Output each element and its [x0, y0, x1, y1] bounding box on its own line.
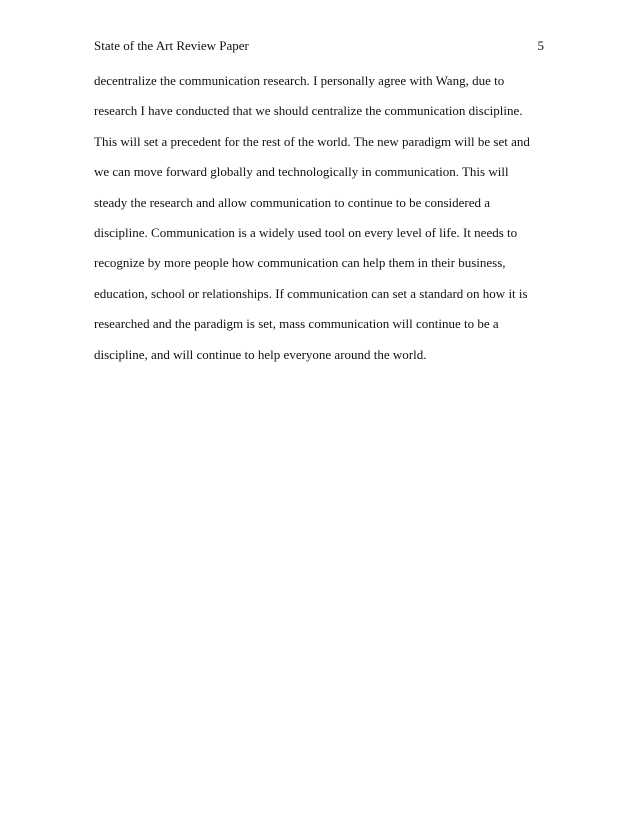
text-line: discipline. Communication is a widely used tool on every level of life. It needs to [94, 225, 518, 241]
text-line: recognize by more people how communication can help them in their business, [94, 255, 506, 271]
text-line: education, school or relationships. If communication can set a standard on how it is [94, 285, 528, 301]
text-line: we can move forward globally and technologically in communication. This will [94, 164, 509, 180]
text-line: steady the research and allow communication to continue to be considered a [94, 194, 490, 210]
text-line: researched and the paradigm is set, mass communication will continue to be a [94, 316, 499, 332]
text-line: discipline, and will continue to help everyone around the world. [94, 346, 427, 362]
running-title: State of the Art Review Paper [94, 38, 249, 53]
text-line: decentralize the communication research. I personally agree with Wang, due to [94, 73, 505, 88]
body-paragraph [94, 66, 554, 370]
running-head [94, 36, 546, 56]
page-number: 5 [537, 38, 544, 53]
text-line: research I have conducted that we should centralize the communication discipline. [94, 103, 523, 119]
text-line: This will set a precedent for the rest of the world. The new paradigm will be set and [94, 133, 530, 149]
